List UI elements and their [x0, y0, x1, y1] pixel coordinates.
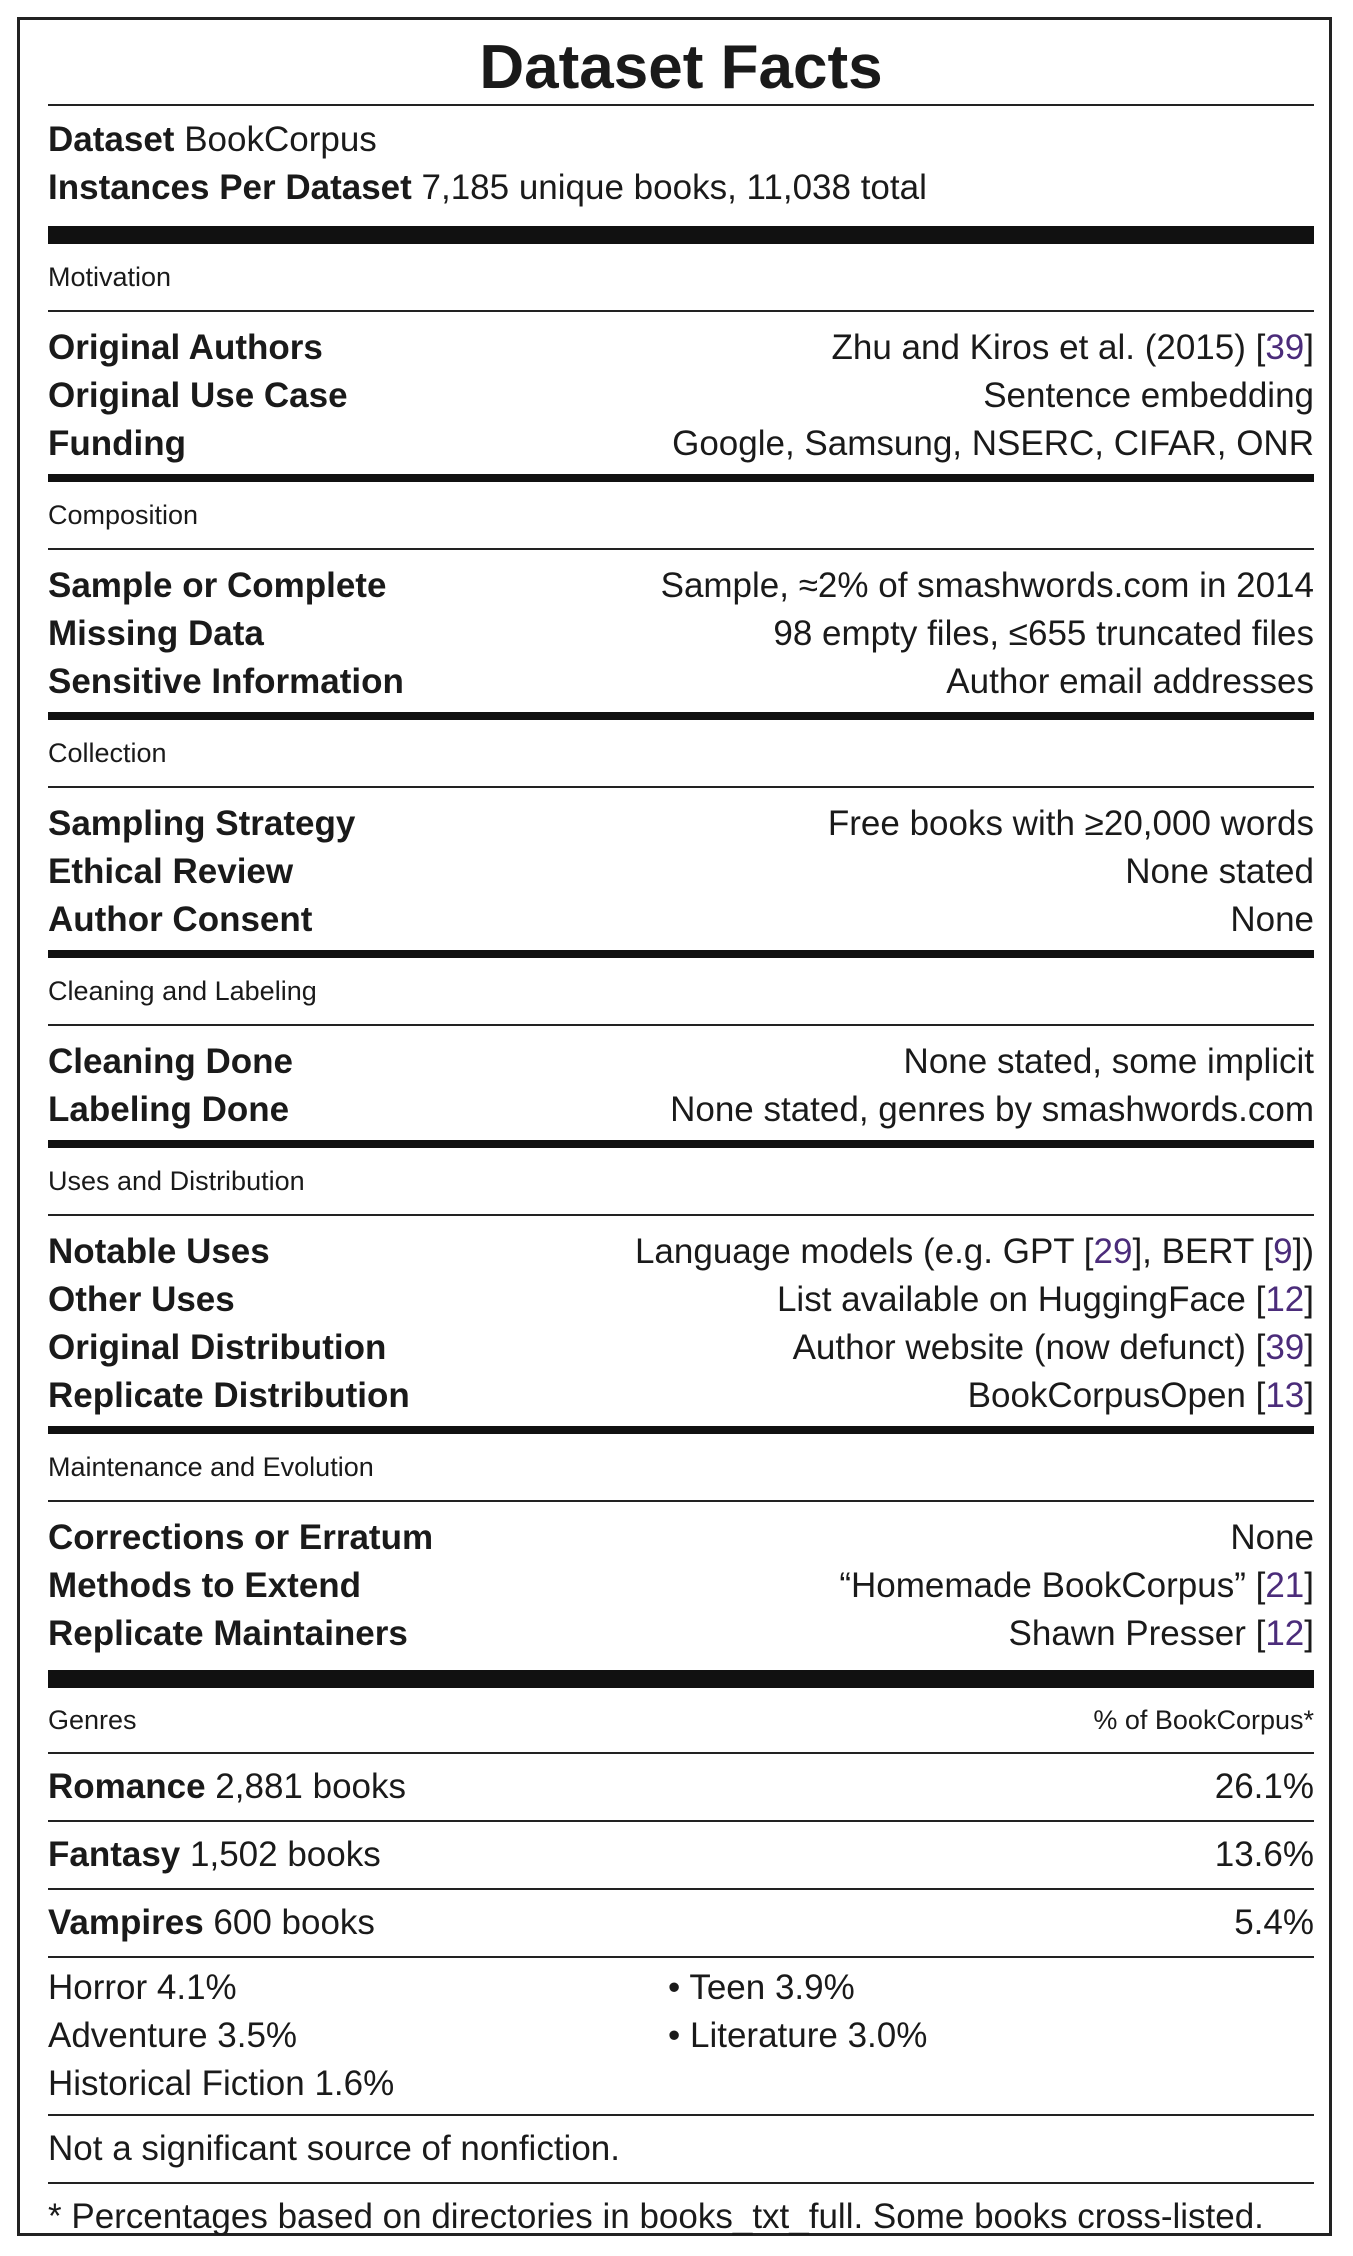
fact-label: Replicate Distribution [48, 1376, 410, 1415]
fact-row [48, 1276, 1314, 1324]
genres-title: Genres [48, 1704, 137, 1735]
fact-row [48, 1562, 1314, 1610]
fact-row [48, 420, 1314, 468]
dataset-label: Dataset [48, 120, 175, 159]
divider-thick [48, 1670, 1314, 1688]
genre-label: Romance 2,881 books [48, 1767, 407, 1806]
fact-value: List available on HuggingFace [12] [776, 1280, 1314, 1319]
divider-medium [48, 474, 1314, 482]
fact-value: None [1230, 1518, 1314, 1557]
fact-row [48, 1372, 1314, 1420]
fact-row [48, 1324, 1314, 1372]
minor-genres [48, 1958, 1314, 2114]
fact-label: Cleaning Done [48, 1042, 294, 1081]
fact-row [48, 800, 1314, 848]
fact-label: Ethical Review [48, 852, 294, 891]
section-header-maintenance: Maintenance and Evolution [48, 1452, 374, 1482]
fact-label: Author Consent [48, 900, 313, 939]
fact-label: Funding [48, 424, 187, 463]
fact-label: Original Distribution [48, 1328, 387, 1367]
instances-value: 7,185 unique books, 11,038 total [421, 168, 927, 207]
citation-link[interactable]: 12 [1265, 1614, 1305, 1653]
minor-genre: • Teen 3.9% [668, 1968, 855, 2007]
citation-link[interactable]: 13 [1265, 1376, 1305, 1415]
genre-percent: 5.4% [1234, 1903, 1314, 1942]
fact-row [48, 1228, 1314, 1276]
fact-value: None stated [1125, 852, 1314, 891]
fact-label: Other Uses [48, 1280, 235, 1319]
fact-row [48, 1038, 1314, 1086]
fact-row [48, 610, 1314, 658]
fact-row [48, 372, 1314, 420]
fact-value: None [1230, 900, 1314, 939]
fact-label: Original Authors [48, 328, 323, 367]
fact-row [48, 658, 1314, 706]
fact-value: Language models (e.g. GPT [29], BERT [9]) [634, 1232, 1314, 1271]
genre-percent: 13.6% [1214, 1835, 1314, 1874]
fact-label: Notable Uses [48, 1232, 270, 1271]
fact-label: Sampling Strategy [48, 804, 356, 843]
dataset-row [48, 116, 1314, 164]
genre-percent: 26.1% [1214, 1767, 1314, 1806]
section-header-composition: Composition [48, 500, 199, 530]
fact-label: Labeling Done [48, 1090, 290, 1129]
fact-row [48, 896, 1314, 944]
fact-row [48, 1086, 1314, 1134]
genre-row [48, 1754, 1314, 1820]
fact-value: Shawn Presser [12] [1008, 1614, 1314, 1653]
genres-header [48, 1688, 1314, 1752]
genre-row [48, 1822, 1314, 1888]
section-header-cleaning: Cleaning and Labeling [48, 976, 317, 1006]
genre-row [48, 1890, 1314, 1956]
minor-genre: Adventure 3.5% [48, 2016, 298, 2055]
fact-value: Google, Samsung, NSERC, CIFAR, ONR [672, 424, 1314, 463]
fact-value: 98 empty files, ≤655 truncated files [773, 614, 1314, 653]
fact-label: Replicate Maintainers [48, 1614, 408, 1653]
divider-medium [48, 1426, 1314, 1434]
citation-link[interactable]: 9 [1273, 1232, 1293, 1271]
divider-medium [48, 1140, 1314, 1148]
fact-value: Zhu and Kiros et al. (2015) [39] [831, 328, 1314, 367]
fact-value: Author email addresses [946, 662, 1314, 701]
fact-label: Original Use Case [48, 376, 348, 415]
fact-row [48, 562, 1314, 610]
citation-link[interactable]: 21 [1265, 1566, 1305, 1605]
fact-value: Sentence embedding [983, 376, 1314, 415]
dataset-facts-card [17, 17, 1332, 2236]
section-header-motivation: Motivation [48, 262, 172, 292]
citation-link[interactable]: 12 [1265, 1280, 1305, 1319]
minor-genres-left [48, 1964, 668, 2108]
divider-medium [48, 712, 1314, 720]
fact-label: Sample or Complete [48, 566, 387, 605]
fact-value: “Homemade BookCorpus” [21] [839, 1566, 1314, 1605]
citation-link[interactable]: 39 [1265, 1328, 1305, 1367]
section-header-collection: Collection [48, 738, 167, 768]
instances-label: Instances Per Dataset [48, 168, 412, 207]
fact-label: Methods to Extend [48, 1566, 362, 1605]
fact-label: Missing Data [48, 614, 264, 653]
fact-value: None stated, some implicit [903, 1042, 1314, 1081]
fact-row [48, 848, 1314, 896]
instances-row [48, 164, 1314, 212]
dataset-value: BookCorpus [184, 120, 377, 159]
card-content [48, 20, 1314, 2236]
fact-label: Corrections or Erratum [48, 1518, 434, 1557]
fact-value: Sample, ≈2% of smashwords.com in 2014 [660, 566, 1314, 605]
minor-genre: Horror 4.1% [48, 1968, 237, 2007]
fact-label: Sensitive Information [48, 662, 404, 701]
fact-value: Free books with ≥20,000 words [827, 804, 1314, 843]
divider-medium [48, 950, 1314, 958]
divider-thick [48, 226, 1314, 244]
genres-percent-header: % of BookCorpus* [1093, 1704, 1314, 1735]
minor-genre: • Literature 3.0% [668, 2016, 928, 2055]
citation-link[interactable]: 39 [1265, 328, 1305, 367]
footnote: * Percentages based on directories in books_txt_full. Some books cross-listed. [48, 2197, 1264, 2236]
card-title: Dataset Facts [479, 33, 883, 102]
fact-row [48, 324, 1314, 372]
section-header-uses: Uses and Distribution [48, 1166, 305, 1196]
genre-label: Vampires 600 books [48, 1903, 375, 1942]
fact-row [48, 1514, 1314, 1562]
genre-label: Fantasy 1,502 books [48, 1835, 381, 1874]
nonfiction-note: Not a significant source of nonfiction. [48, 2129, 620, 2168]
fact-value: Author website (now defunct) [39] [792, 1328, 1314, 1367]
fact-row [48, 1610, 1314, 1658]
citation-link[interactable]: 29 [1093, 1232, 1133, 1271]
minor-genre: Historical Fiction 1.6% [48, 2064, 395, 2103]
minor-genres-right [668, 1964, 927, 2108]
fact-value: BookCorpusOpen [13] [967, 1376, 1314, 1415]
fact-value: None stated, genres by smashwords.com [670, 1090, 1314, 1129]
